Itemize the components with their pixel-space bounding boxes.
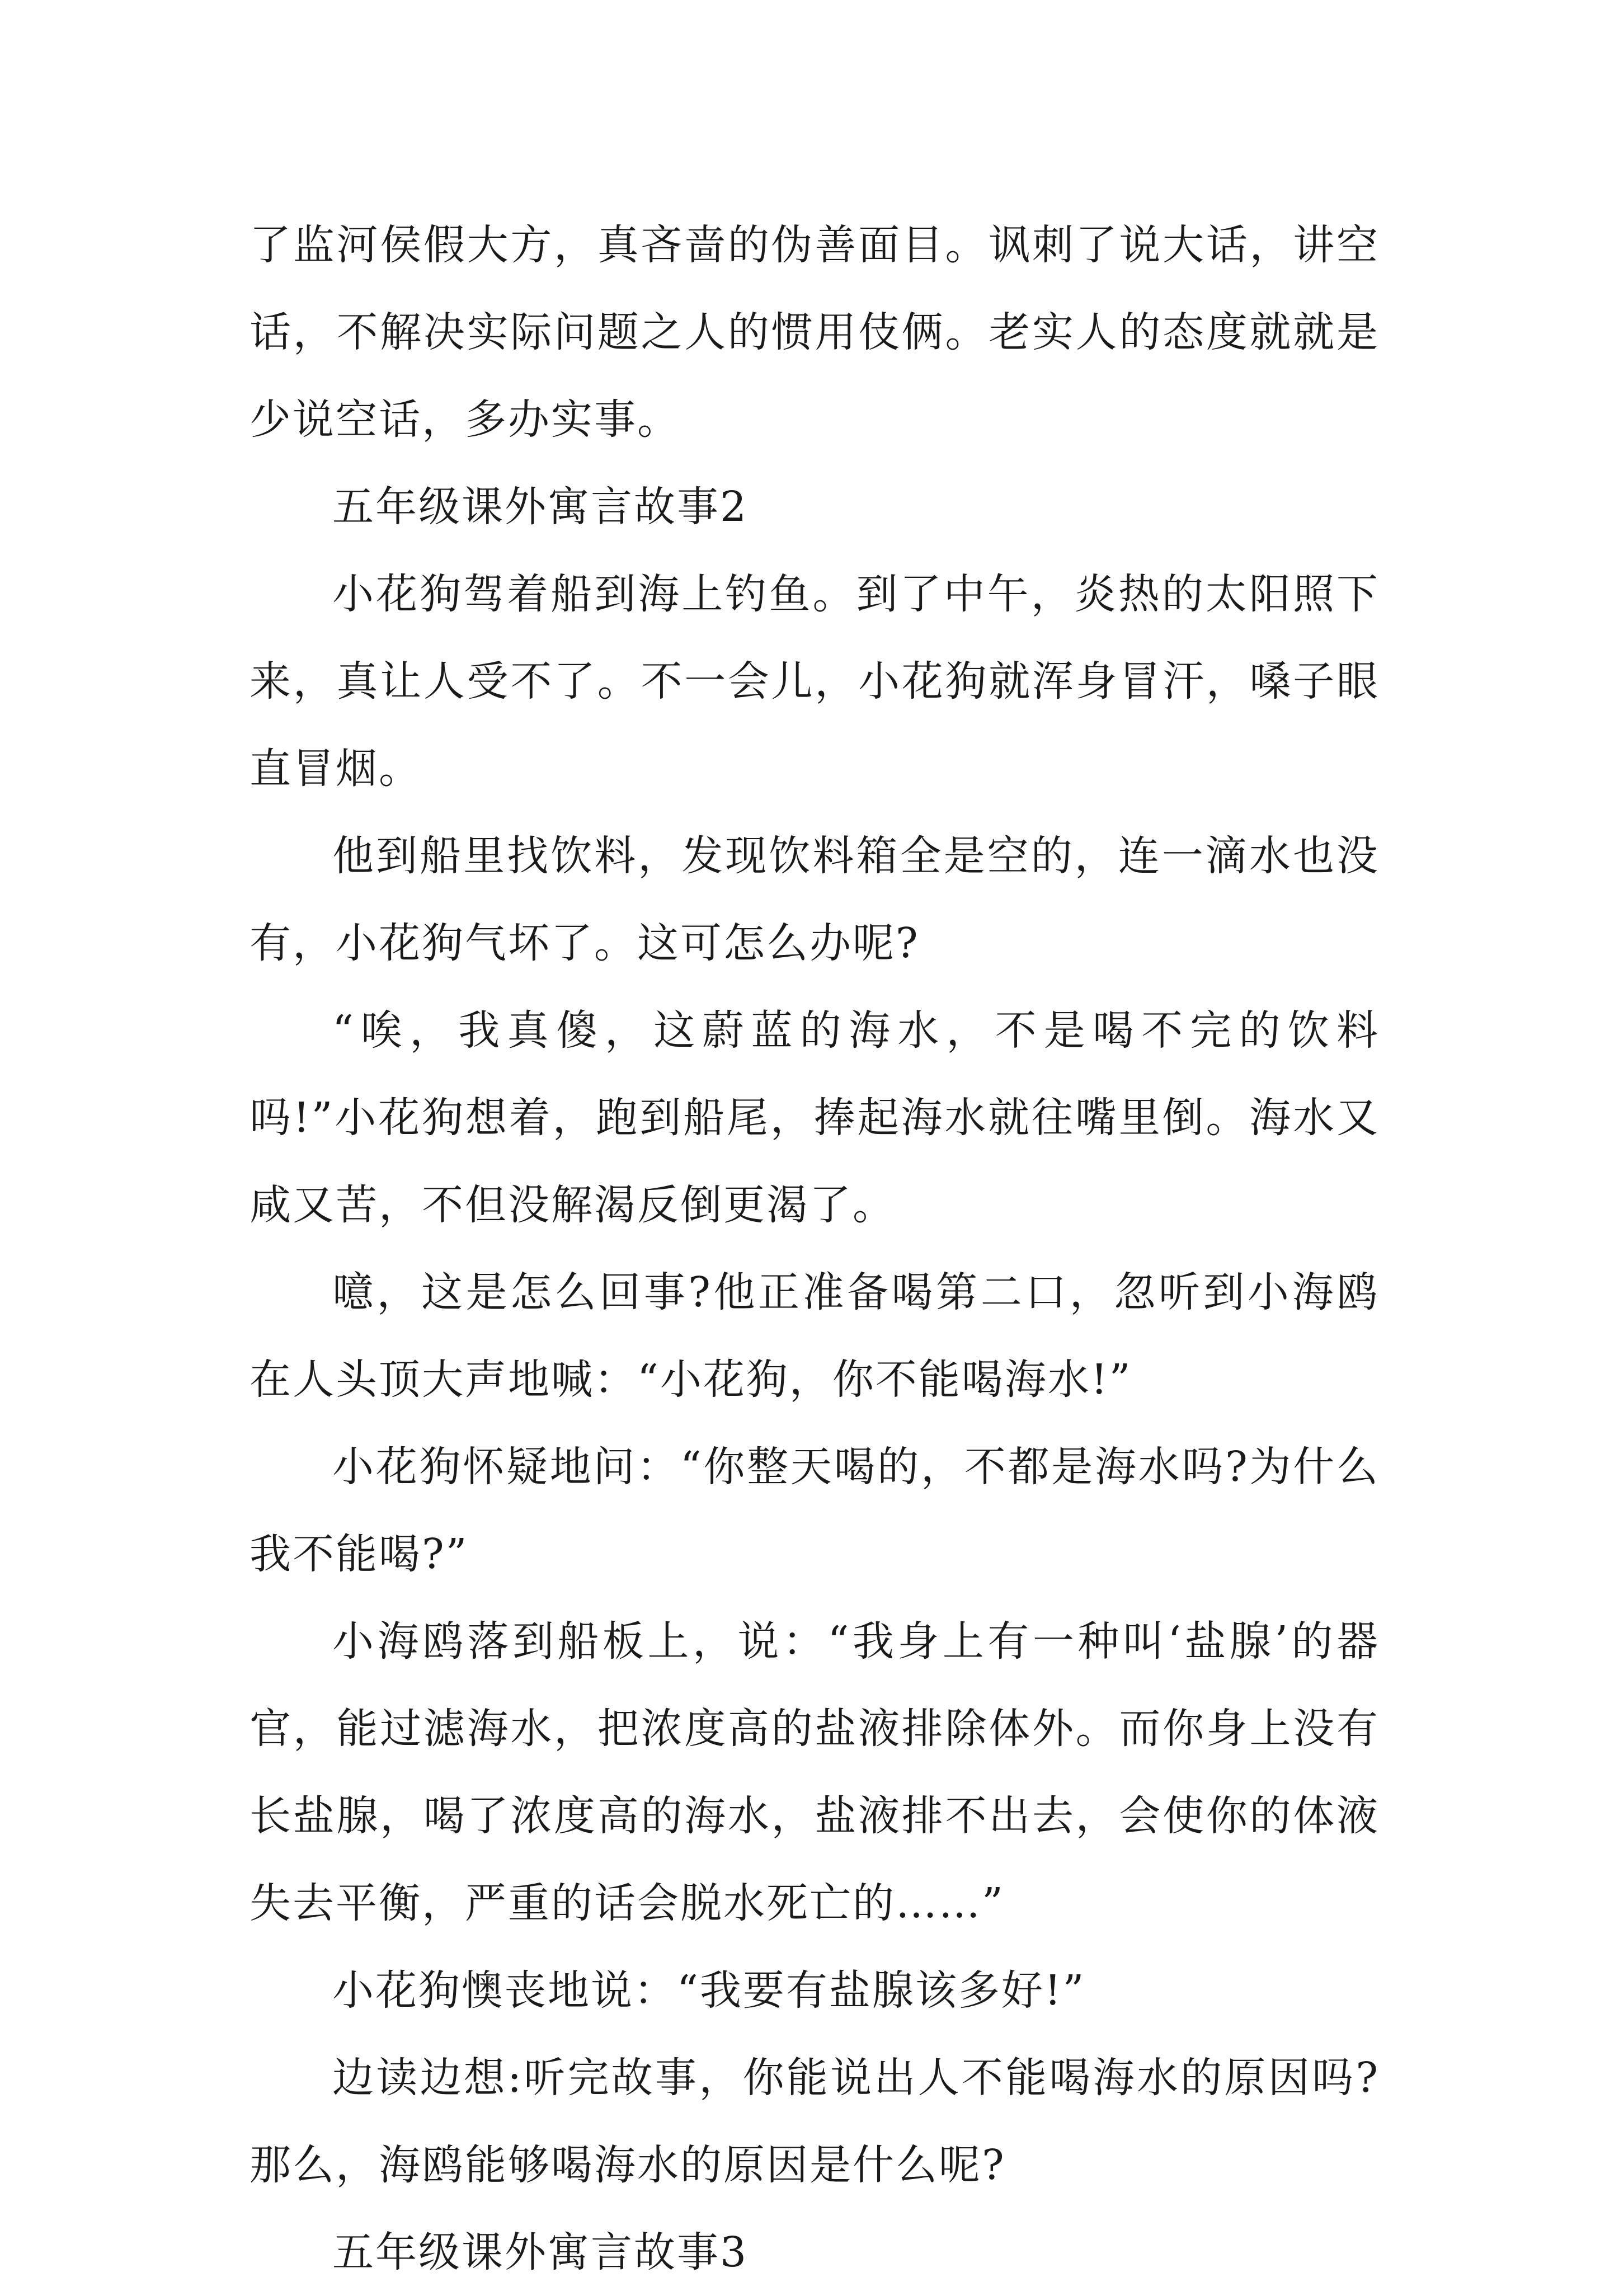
document-body xyxy=(250,201,1380,2296)
paragraph: 小花狗懊丧地说：“我要有盐腺该多好!” xyxy=(332,1966,1086,2015)
paragraph: 小海鸥落到船板上，说：“我身上有一种叫‘盐腺’的器官，能过滤海水，把浓度高的盐液排除体外。而你身上没有长盐腺，喝了浓度高的海水，盐液排不出去，会使你的体液失去平衡，严重的话会脱水死亡的……” xyxy=(250,1617,1380,1927)
paragraph: “唉，我真傻，这蔚蓝的海水，不是喝不完的饮料吗!”小花狗想着，跑到船尾，捧起海水就往嘴里倒。海水又咸又苦，不但没解渴反倒更渴了。 xyxy=(250,1006,1380,1229)
paragraph: 噫，这是怎么回事?他正准备喝第二口，忽听到小海鸥在人头顶大声地喊：“小花狗，你不能喝海水!” xyxy=(250,1268,1380,1404)
paragraph: 他到船里找饮料，发现饮料箱全是空的，连一滴水也没有，小花狗气坏了。这可怎么办呢? xyxy=(250,832,1380,967)
paragraph: 小花狗驾着船到海上钓鱼。到了中午，炎热的太阳照下来，真让人受不了。不一会儿，小花狗就浑身冒汗，嗓子眼直冒烟。 xyxy=(250,570,1380,793)
paragraph-continuation: 了监河侯假大方，真吝啬的伪善面目。讽刺了说大话，讲空话，不解决实际问题之人的惯用伎俩。老实人的态度就就是少说空话，多办实事。 xyxy=(250,221,1380,444)
paragraph: 边读边想:听完故事，你能说出人不能喝海水的原因吗?那么，海鸥能够喝海水的原因是什么呢? xyxy=(250,2054,1380,2189)
paragraph: 小花狗怀疑地问：“你整天喝的，不都是海水吗?为什么我不能喝?” xyxy=(250,1443,1380,1578)
section-heading-story-2: 五年级课外寓言故事2 xyxy=(332,483,749,531)
section-heading-story-3: 五年级课外寓言故事3 xyxy=(332,2228,749,2276)
